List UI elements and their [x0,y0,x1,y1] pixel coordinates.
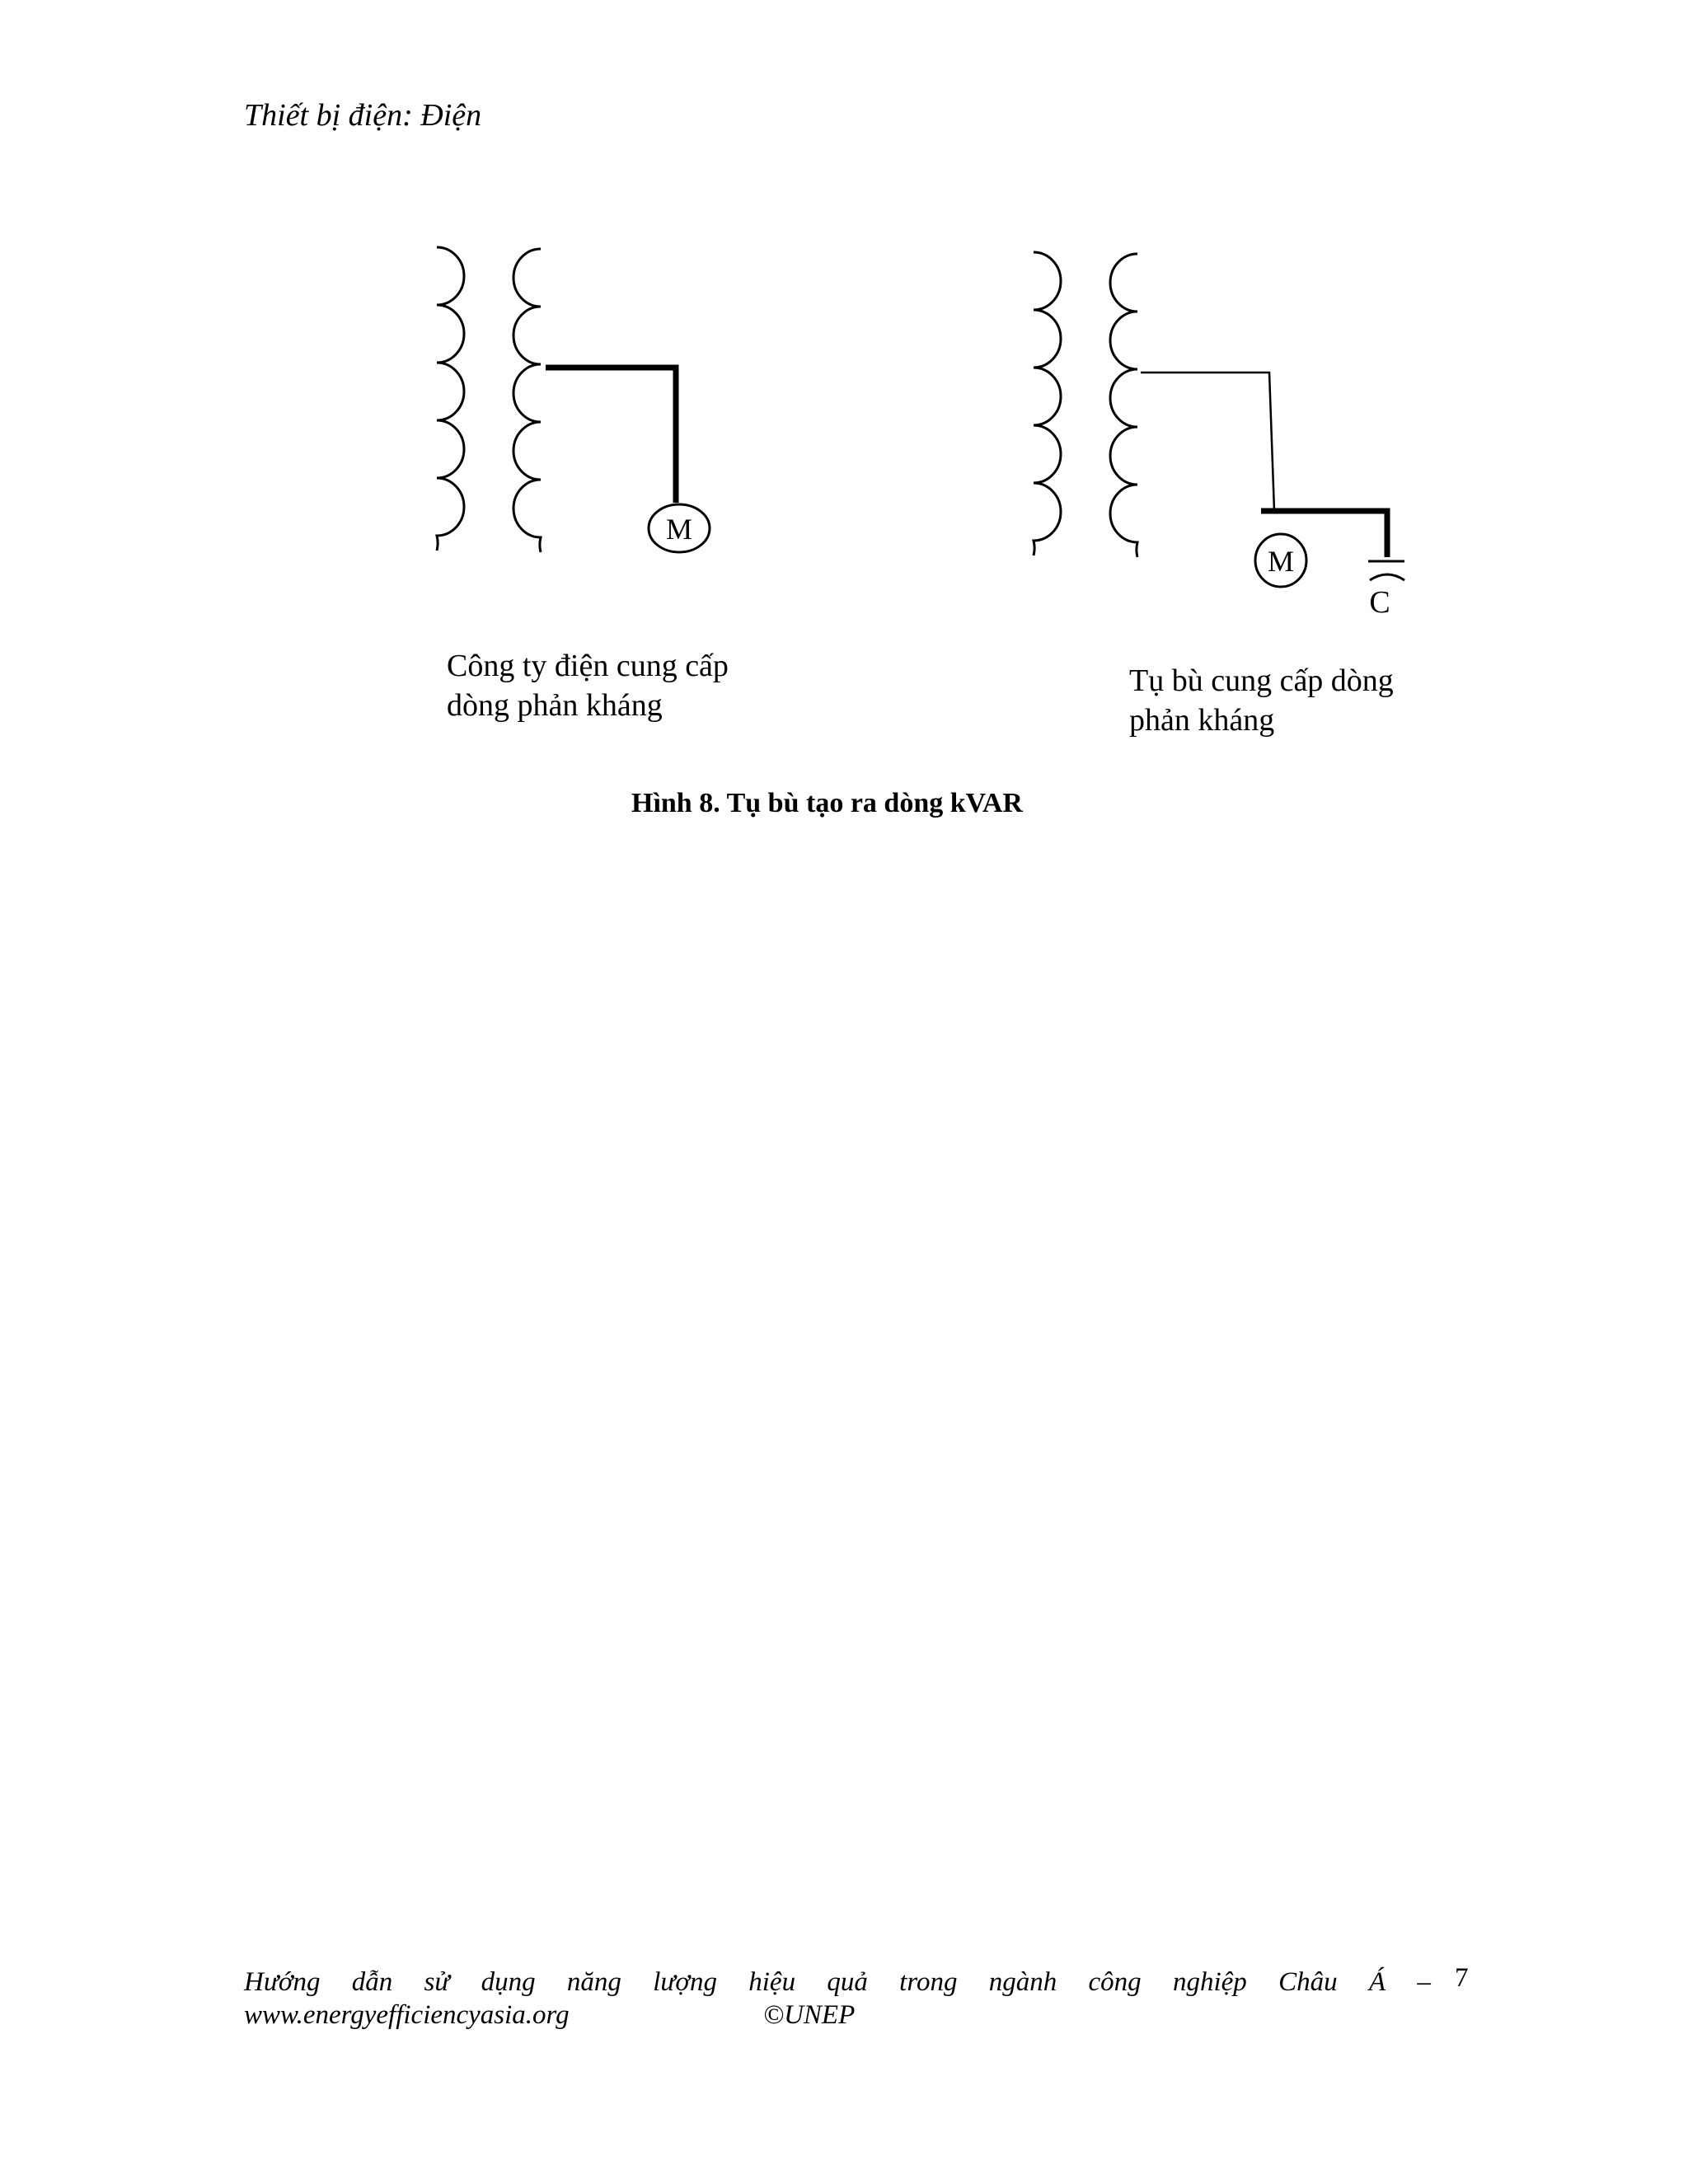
left-motor-label: M [665,513,693,546]
capacitor-label: C [1369,585,1390,620]
left-transformer-secondary-coil [513,249,541,552]
left-transformer-primary-coil [437,247,464,551]
footer-word: ngành [988,1967,1057,1997]
page-number: 7 [1455,1963,1469,1993]
footer-word: Hướng [244,1967,321,1997]
left-motor [649,504,710,552]
footer-word: lượng [653,1967,717,1997]
footer-guide-title [244,1966,1431,1999]
footer-word: công [1088,1967,1142,1997]
footer-word: quả [827,1967,868,1997]
right-transformer-primary-coil [1034,252,1061,555]
page-footer [244,1966,1464,2032]
capacitor-symbol [1368,561,1404,580]
right-diagram-caption [1129,661,1394,740]
footer-word: sử [424,1967,450,1997]
footer-copyright: ©UNEP [763,2000,856,2030]
footer-word: hiệu [748,1967,796,1997]
right-supply-wire [1141,373,1274,511]
left-supply-wire [546,368,676,503]
footer-credits [244,1999,1464,2032]
left-caption-line1: Công ty điện cung cấp [447,649,729,683]
footer-word: Châu [1278,1967,1338,1997]
left-diagram-caption [447,646,729,725]
right-caption-line1: Tụ bù cung cấp dòng [1129,663,1394,698]
left-caption-line2: dòng phản kháng [447,688,663,723]
footer-url-link[interactable]: www.energyefficiencyasia.org [244,2000,570,2030]
page-header: Thiết bị điện: Điện [244,98,482,133]
footer-word: nghiệp [1172,1967,1247,1997]
footer-word: – [1417,1967,1431,1997]
footer-word: trong [899,1967,958,1997]
right-transformer-secondary-coil [1110,254,1137,557]
right-motor-label: M [1267,545,1295,578]
footer-word: Á [1368,1967,1386,1997]
footer-word: dẫn [351,1967,393,1997]
right-motor [1255,534,1306,587]
footer-word: dụng [481,1967,536,1997]
footer-word: năng [566,1967,621,1997]
figure-title: Hình 8. Tụ bù tạo ra dòng kVAR [631,788,1023,818]
right-caption-line2: phản kháng [1129,703,1275,738]
